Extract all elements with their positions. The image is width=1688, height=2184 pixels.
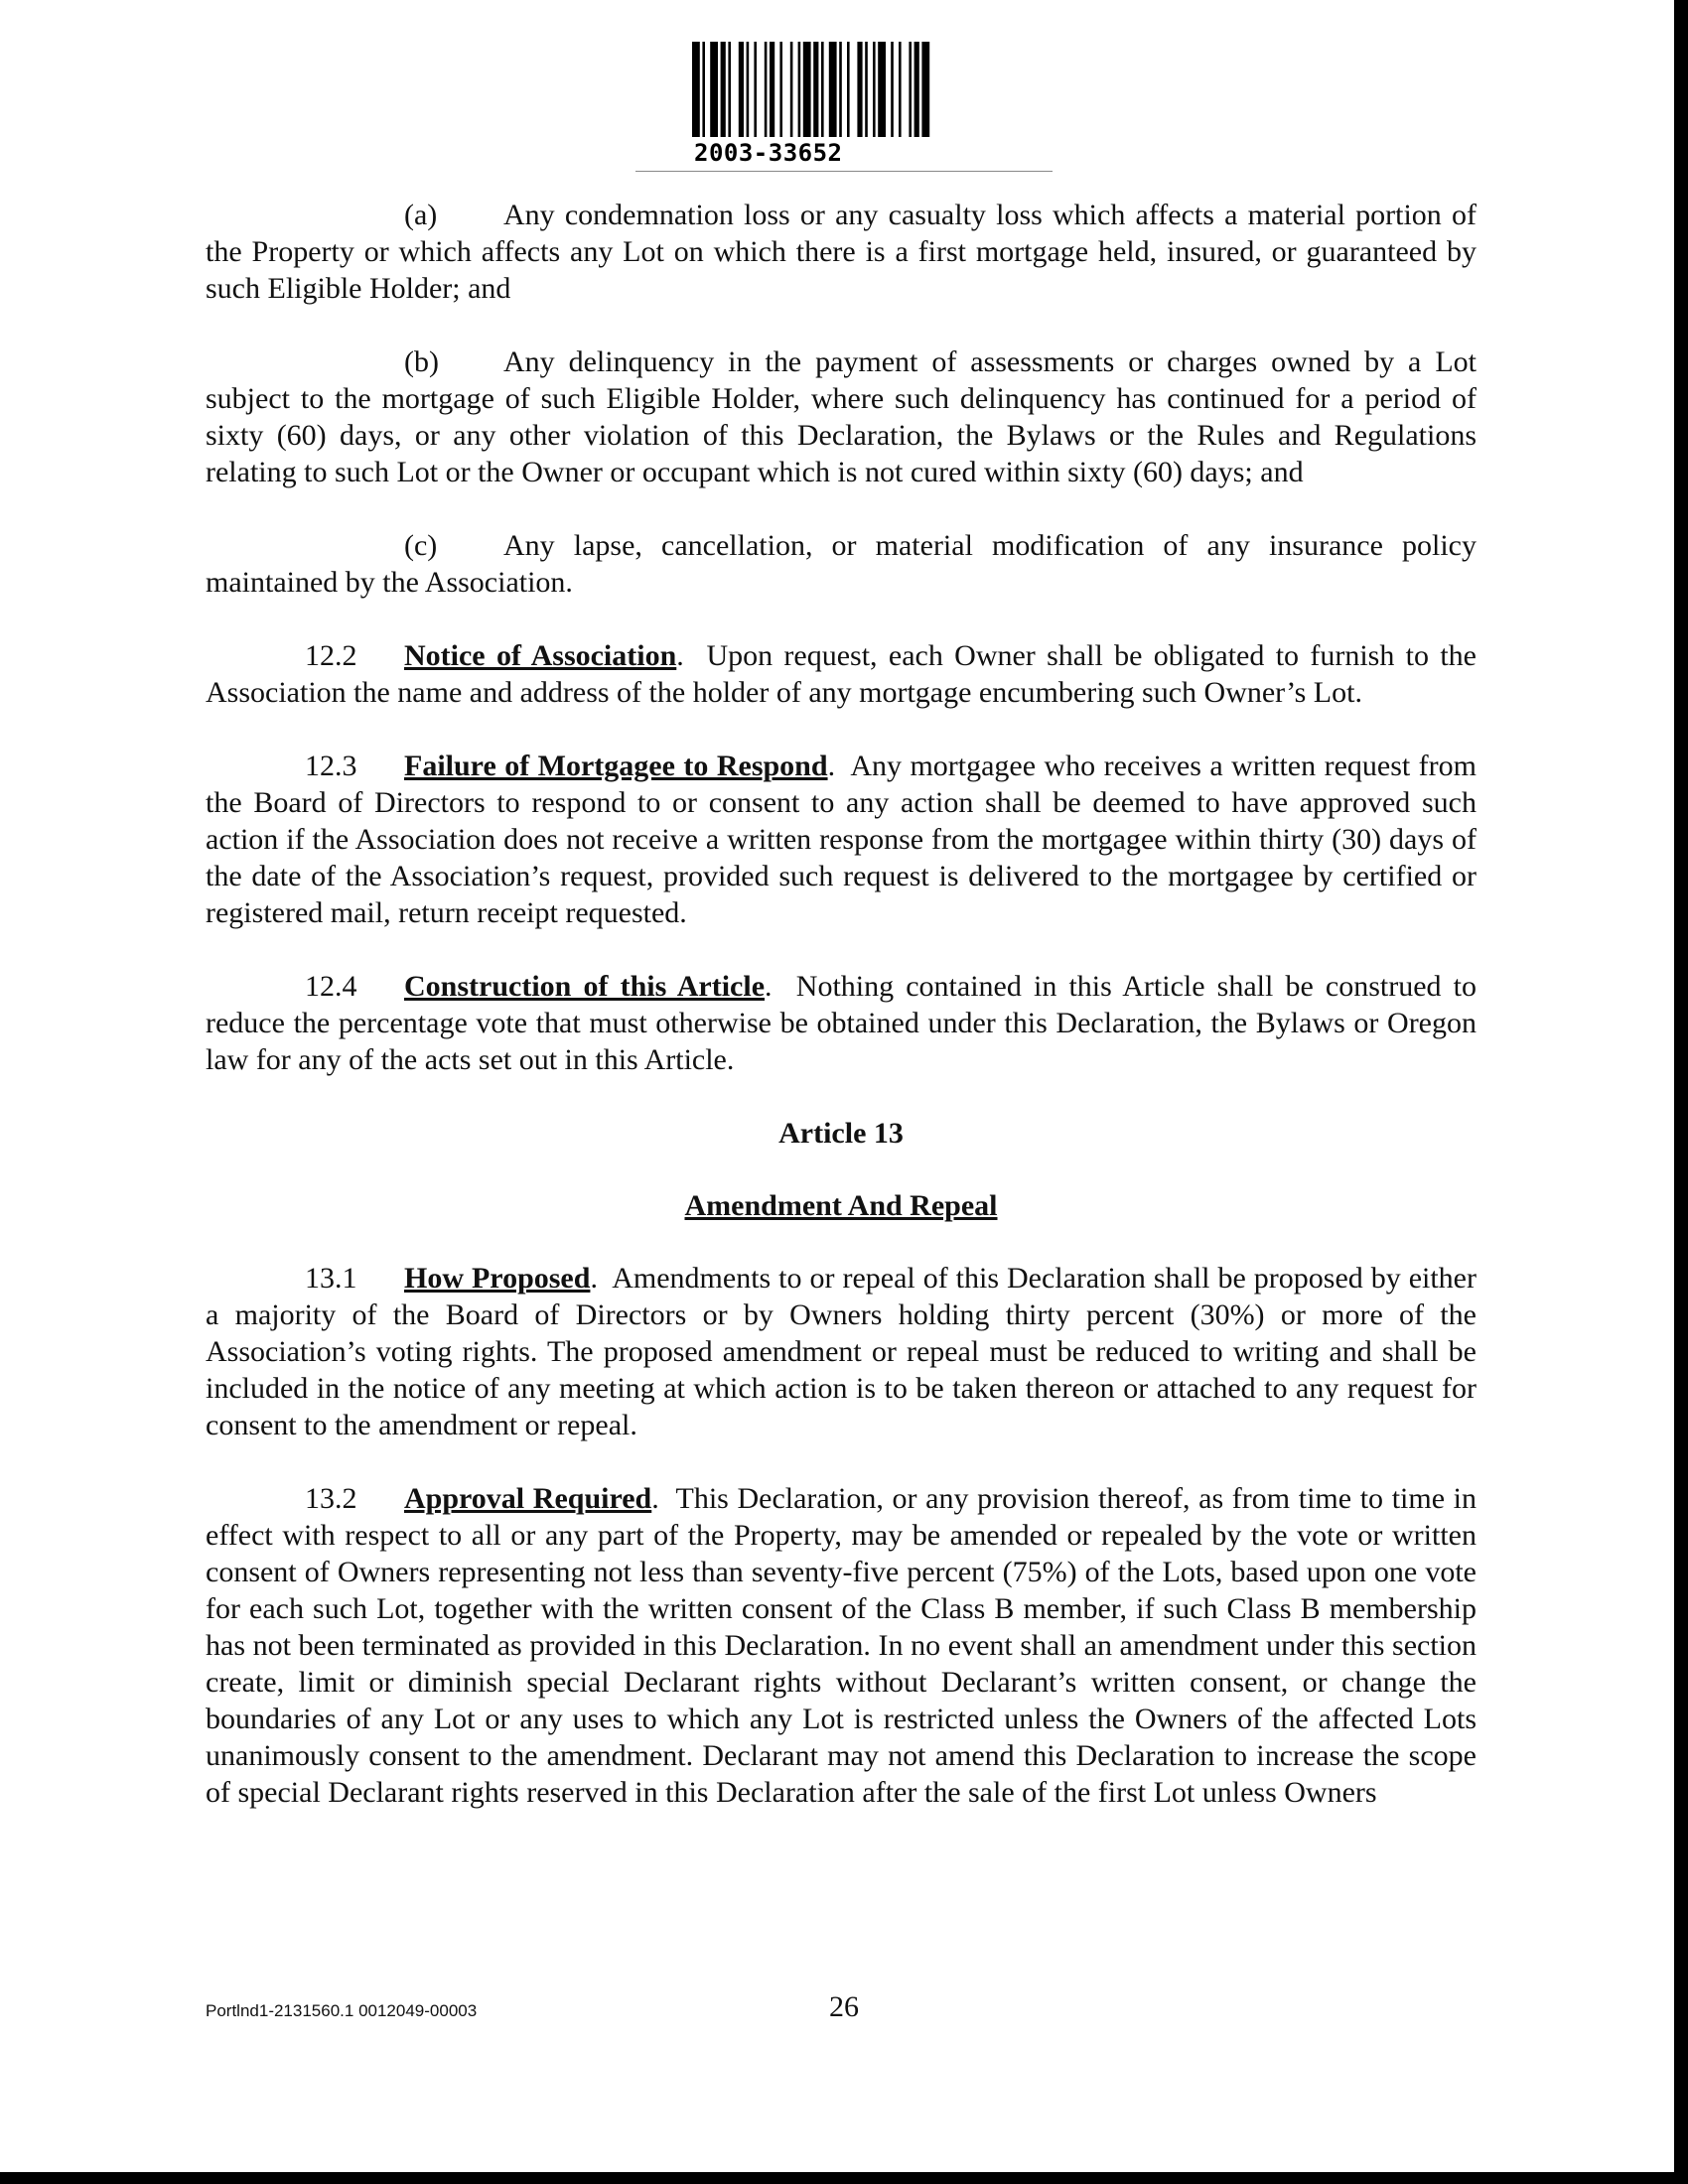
- section-heading: Construction of this Article: [404, 970, 766, 1003]
- section-text: Upon request, each Owner shall be obligated to furnish to the Association the name and address of the holder of any mortgage encumbering such Owner’s Lot.: [206, 639, 1477, 709]
- section-12-2: 12.2 Notice of Association. Upon request, each Owner shall be obligated to furnish to the Association the name and address of the holder of any mortgage encumbering such Owner’s Lot.: [206, 639, 1477, 709]
- barcode-underline: [635, 171, 1053, 172]
- section-text: Nothing contained in this Article shall be construed to reduce the percentage vote that must otherwise be obtained under this Declaration, the Bylaws or Oregon law for any of the acts set out in this Article.: [206, 970, 1477, 1076]
- recording-number: 2003-33652: [694, 139, 843, 167]
- section-text: This Declaration, or any provision thereof, as from time to time in effect with respect to all or any part of the Property, may be amended or repealed by the vote or written consent of Owners representing not less than seventy-five percent (75%) of the Lots, based upon one vote for each such Lot, together with the written consent of the Class B member, if such Class B membership has not been terminated as provided in this Declaration. In no event shall an amendment under this section create, limit or diminish special Declarant rights without Declarant’s written consent, or change the boundaries of any Lot or any uses to which any Lot is restricted unless the Owners of the affected Lots unanimously consent to the amendment. Declarant may not amend this Declaration to increase the scope of special Declarant rights reserved in this Declaration after the sale of the first Lot unless Owners: [206, 1482, 1477, 1809]
- scan-edge-right: [1674, 0, 1688, 2184]
- section-heading: How Proposed: [404, 1262, 591, 1295]
- subparagraph-number: (c): [404, 529, 438, 562]
- section-heading: Failure of Mortgagee to Respond: [404, 750, 828, 782]
- section-heading: Approval Required: [404, 1482, 652, 1515]
- subparagraph-text: Any lapse, cancellation, or material modification of any insurance policy maintained by the Association.: [206, 529, 1477, 599]
- subparagraph-text: Any delinquency in the payment of assessments or charges owned by a Lot subject to the mortgage of such Eligible Holder, where such delinquency has continued for a period of sixty (60) days, or any other violation of this Declaration, the Bylaws or the Rules and Regulations relating to such Lot or the Owner or occupant which is not cured within sixty (60) days; and: [206, 345, 1477, 488]
- section-number: 13.1: [305, 1262, 357, 1295]
- section-13-2: 13.2 Approval Required. This Declaration, or any provision thereof, as from time to time in effect with respect to all or any part of the Property, may be amended or repealed by the vote or written consent of Owners representing not less than seventy-five percent (75%) of the Lots, based upon one vote for each such Lot, together with the written consent of the Class B member, if such Class B membership has not been terminated as provided in this Declaration. In no event shall an amendment under this section create, limit or diminish special Declarant rights without Declarant’s written consent, or change the boundaries of any Lot or any uses to which any Lot is restricted unless the Owners of the affected Lots unanimously consent to the amendment. Declarant may not amend this Declaration to increase the scope of special Declarant rights reserved in this Declaration after the sale of the first Lot unless Owners: [206, 1482, 1477, 1809]
- section-number: 12.3: [305, 750, 357, 782]
- subparagraph-a: [206, 197, 1477, 307]
- subparagraph-number: (b): [404, 345, 439, 378]
- subparagraph-text: Any condemnation loss or any casualty loss which affects a material portion of the Property or which affects any Lot on which there is a first mortgage held, insured, or guaranteed by such Eligible Holder; and: [206, 199, 1477, 305]
- scan-edge-bottom: [0, 2172, 1688, 2184]
- section-13-1: 13.1 How Proposed. Amendments to or repeal of this Declaration shall be proposed by either a majority of the Board of Directors or by Owners holding thirty percent (30%) or more of the Association’s voting rights. The proposed amendment or repeal must be reduced to writing and shall be included in the notice of any meeting at which action is to be taken thereon or attached to any request for consent to the amendment or repeal.: [206, 1262, 1477, 1441]
- section-text: Any mortgagee who receives a written request from the Board of Directors to respond to or consent to any action shall be deemed to have approved such action if the Association does not receive a written response from the mortgagee within thirty (30) days of the date of the Association’s request, provided such request is delivered to the mortgagee by certified or registered mail, return receipt requested.: [206, 750, 1477, 929]
- section-text: Amendments to or repeal of this Declaration shall be proposed by either a majority of the Board of Directors or by Owners holding thirty percent (30%) or more of the Association’s voting rights. The proposed amendment or repeal must be reduced to writing and shall be included in the notice of any meeting at which action is to be taken thereon or attached to any request for consent to the amendment or repeal.: [206, 1262, 1477, 1441]
- subparagraph-c: [206, 527, 1477, 601]
- section-12-4: 12.4 Construction of this Article. Nothing contained in this Article shall be construed to reduce the percentage vote that must otherwise be obtained under this Declaration, the Bylaws or Oregon law for any of the acts set out in this Article.: [206, 970, 1477, 1076]
- barcode-bars: [690, 42, 988, 137]
- document-body: [206, 197, 1477, 1847]
- section-12-3: 12.3 Failure of Mortgagee to Respond. Any mortgagee who receives a written request from the Board of Directors to respond to or consent to any action shall be deemed to have approved such action if the Association does not receive a written response from the mortgagee within thirty (30) days of the date of the Association’s request, provided such request is delivered to the mortgagee by certified or registered mail, return receipt requested.: [206, 750, 1477, 929]
- document-reference: Portlnd1-2131560.1 0012049-00003: [206, 2001, 478, 2020]
- article-title: Article 13: [778, 1117, 904, 1150]
- recording-barcode: [690, 42, 998, 167]
- section-number: 12.4: [305, 970, 357, 1003]
- section-number: 13.2: [305, 1482, 357, 1515]
- section-number: 12.2: [305, 639, 357, 672]
- article-subtitle: Amendment And Repeal: [684, 1189, 998, 1222]
- subparagraph-b: [206, 343, 1477, 490]
- subparagraph-number: (a): [404, 199, 438, 231]
- page-number: 26: [829, 1990, 859, 2023]
- section-heading: Notice of Association: [404, 639, 677, 672]
